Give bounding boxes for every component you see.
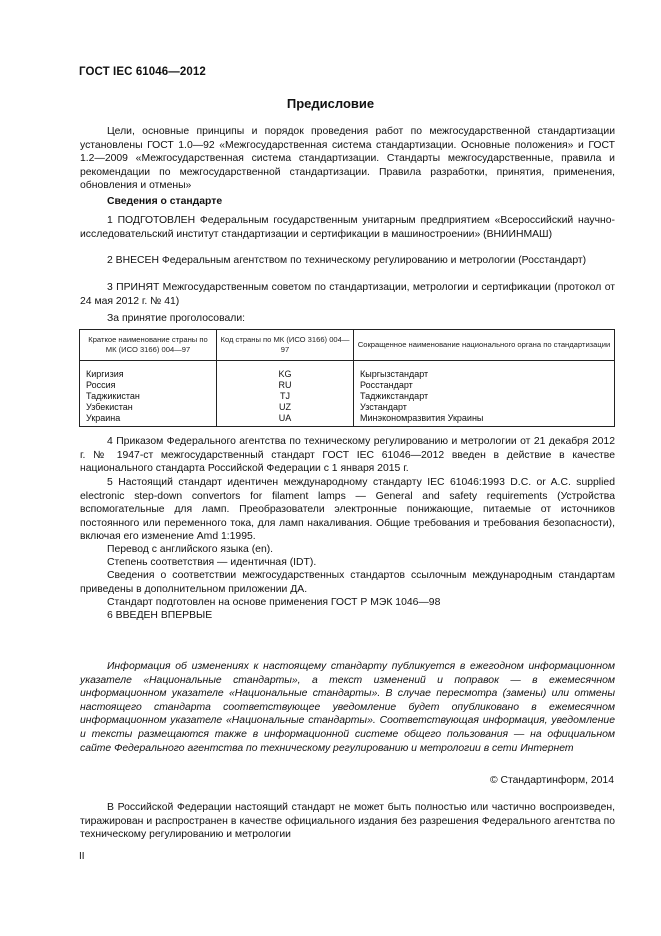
appendix-note: Сведения о соответствии межгосударственных стандартов ссылочным международным стандартам приведены в дополнительном приложении ДА.: [80, 570, 615, 595]
table-row: [80, 413, 615, 427]
cell-code: RU: [217, 380, 354, 391]
item-4: 4 Приказом Федерального агентства по техническому регулированию и метрологии от 21 декабря 2012 г. № 1947-ст межгосударственный стандарт ГОСТ IEC 61046—2012 введен в действие в качестве национального стандарта Российской Федерации с 1 января 2015 г.: [80, 436, 615, 475]
cell-code: UA: [217, 413, 354, 427]
page-number: II: [79, 851, 85, 862]
cell-body: Узстандарт: [354, 402, 615, 413]
item-3: 3 ПРИНЯТ Межгосударственным советом по стандартизации, метрологии и сертификации (протокол от 24 мая 2012 г. № 41): [80, 282, 615, 307]
cell-body: Росстандарт: [354, 380, 615, 391]
item-6: 6 ВВЕДЕН ВПЕРВЫЕ: [107, 610, 213, 621]
voted-label: За принятие проголосовали:: [107, 313, 246, 324]
basis-note: Стандарт подготовлен на основе применения ГОСТ Р МЭК 1046—98: [107, 597, 441, 608]
intro-paragraph: Цели, основные принципы и порядок проведения работ по межгосударственной стандартизации установлены ГОСТ 1.0—92 «Межгосударственная система стандартизации. Основные положения» и ГОСТ 1.2—2009 «Межгосударственная система стандартизации. Стандарты межгосударственные, правила и рекомендации по межгосударственной стандартизации. Правила разработки, принятия, применения, обновления и отмены»: [80, 126, 615, 192]
table-row: [80, 391, 615, 402]
votes-table: [79, 329, 615, 427]
column-header-country: Краткое наименование страны по МК (ИСО 3166) 004—97: [80, 330, 217, 361]
cell-code: KG: [217, 361, 354, 381]
item-1: 1 ПОДГОТОВЛЕН Федеральным государственным унитарным предприятием «Всероссийский научно-исследовательский институт стандартизации и сертификации в машиностроении» (ВНИИНМАШ): [80, 215, 615, 240]
cell-code: TJ: [217, 391, 354, 402]
table-row: [80, 361, 615, 381]
column-header-body: Сокращенное наименование национального органа по стандартизации: [354, 330, 615, 361]
column-header-code: Код страны по МК (ИСО 3166) 004—97: [217, 330, 354, 361]
document-header: ГОСТ IEC 61046—2012: [79, 66, 206, 78]
table-row: [80, 380, 615, 391]
page-title: Предисловие: [286, 96, 375, 111]
item-2: 2 ВНЕСЕН Федеральным агентством по техническому регулированию и метрологии (Росстандарт): [107, 255, 587, 266]
copyright-line: © Стандартинформ, 2014: [489, 775, 614, 786]
cell-country: Узбекистан: [80, 402, 217, 413]
translation-note: Перевод с английского языка (en).: [107, 544, 274, 555]
cell-country: Киргизия: [80, 361, 217, 381]
cell-code: UZ: [217, 402, 354, 413]
cell-body: Таджикстандарт: [354, 391, 615, 402]
info-heading: Сведения о стандарте: [107, 196, 223, 207]
cell-body: Минэкономразвития Украины: [354, 413, 615, 427]
table-row: [80, 402, 615, 413]
table-header-row: [80, 330, 615, 361]
item-5: 5 Настоящий стандарт идентичен международному стандарту IEC 61046:1993 D.C. or A.C. supplied electronic step-down convertors for filament lamps — General and safety requirements (Устройства вспомогательные для ламп. Преобразователи электронные понижающие, питаемые от источников постоянного или переменного тока, для ламп накаливания. Общие требования и требования безопасности), включая его изменение Amd 1:1995.: [80, 477, 615, 543]
changes-info-paragraph: Информация об изменениях к настоящему стандарту публикуется в ежегодном информационном указателе «Национальные стандарты», а текст изменений и поправок — в ежемесячном информационном указателе «Национальные стандарты». В случае пересмотра (замены) или отмены настоящего стандарта соответствующее уведомление будет опубликовано в ежемесячном информационном указателе «Национальные стандарты». Соответствующая информация, уведомление и тексты размещаются также в информационной системе общего пользования — на официальном сайте Федерального агентства по техническому регулированию и метрологии в сети Интернет: [80, 661, 615, 754]
reproduction-notice: В Российской Федерации настоящий стандарт не может быть полностью или частично воспроизведен, тиражирован и распространен в качестве официального издания без разрешения Федерального агентства по техническому регулированию и метрологии: [80, 802, 615, 841]
cell-body: Кыргызстандарт: [354, 361, 615, 381]
cell-country: Россия: [80, 380, 217, 391]
conformity-note: Степень соответствия — идентичная (IDT).: [107, 557, 317, 568]
cell-country: Украина: [80, 413, 217, 427]
cell-country: Таджикистан: [80, 391, 217, 402]
